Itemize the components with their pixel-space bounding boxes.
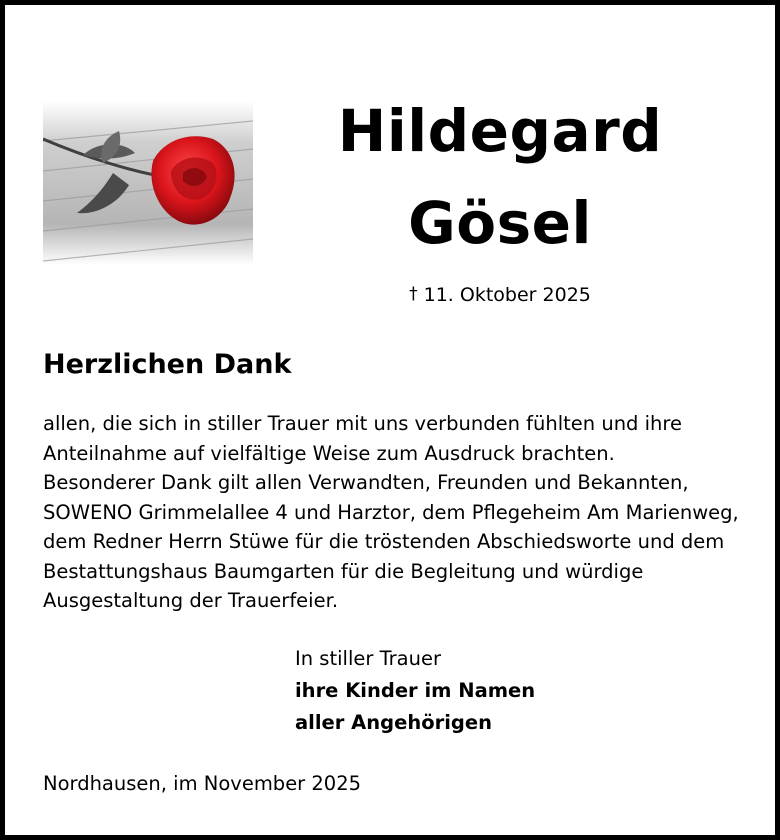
thanks-line: Ausgestaltung der Trauerfeier.: [43, 589, 339, 612]
cross-icon: †: [409, 284, 418, 304]
signature-intro: In stiller Trauer: [295, 647, 441, 670]
decedent-last-name: Gösel: [408, 189, 592, 257]
thanks-line: Anteilnahme auf vielfältige Weise zum Ausdruck brachten.: [43, 441, 615, 465]
decedent-first-name: Hildegard: [337, 97, 663, 165]
place-date: Nordhausen, im November 2025: [43, 772, 362, 795]
thanks-line: Bestattungshaus Baumgarten für die Begleitung und würdige: [43, 559, 644, 583]
death-date: 11. Oktober 2025: [423, 284, 591, 306]
thanks-line: Besonderer Dank gilt allen Verwandten, Freunden und Bekannten,: [43, 471, 689, 494]
signature-block: [295, 643, 535, 739]
thanks-text: [43, 409, 768, 616]
death-date-line: [305, 281, 695, 308]
thanks-line: SOWENO Grimmelallee 4 und Harztor, dem Pflegeheim Am Marienweg,: [43, 500, 739, 524]
rose-icon: [43, 101, 253, 265]
signature-line: ihre Kinder im Namen: [295, 679, 536, 702]
signature-line: aller Angehörigen: [295, 711, 492, 734]
thanks-heading: Herzlichen Dank: [43, 349, 292, 380]
thanks-line: dem Redner Herrn Stüwe für die tröstenden Abschiedsworte und dem: [43, 530, 725, 553]
thanks-line: allen, die sich in stiller Trauer mit uns verbunden fühlten und ihre: [43, 412, 682, 435]
